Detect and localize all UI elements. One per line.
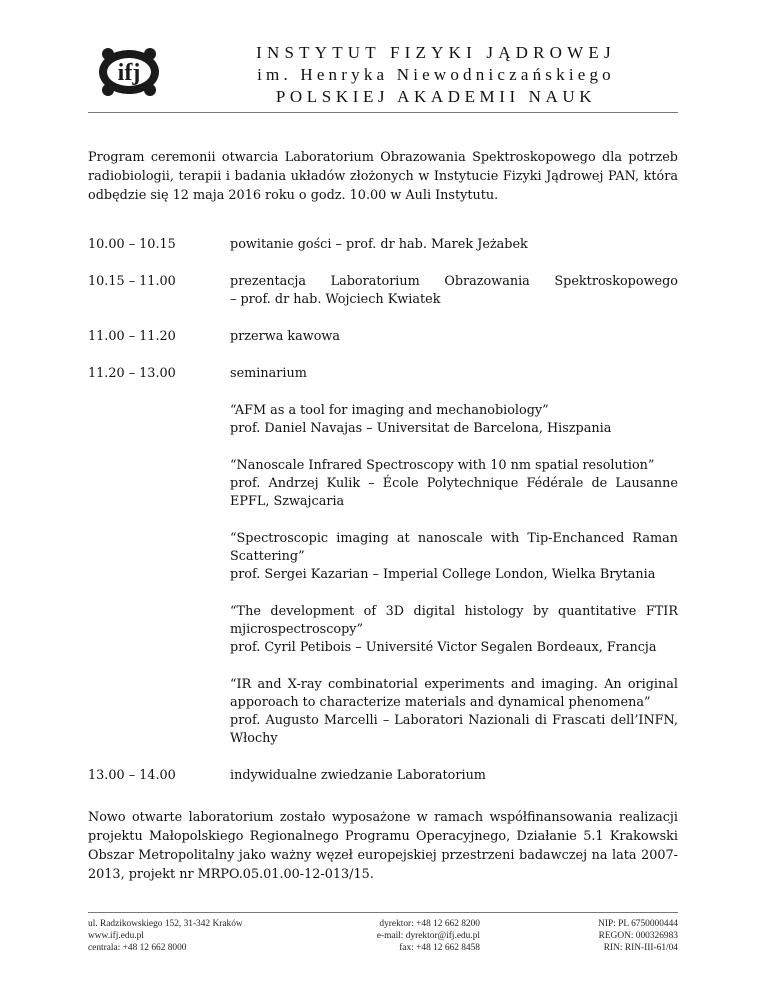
seminar-talk [230,603,678,657]
footer-website[interactable]: www.ifj.edu.pl [88,931,144,941]
footer-address [88,918,308,954]
agenda-desc: przerwa kawowa [230,329,341,344]
seminar-talk [230,457,678,511]
footer-phone: centrala: +48 12 662 8000 [88,943,187,953]
footer-nip: NIP: PL 6750000444 [598,919,678,929]
talk-title: “Nanoscale Infrared Spectroscopy with 10 nm spatial resolution” [230,458,655,473]
agenda-desc: powitanie gości – prof. dr hab. Marek Jeżabek [230,237,528,252]
agenda [88,236,678,785]
footer-address-line: ul. Radzikowskiego 152, 31-342 Kraków [88,919,243,929]
institute-name [176,42,696,108]
talk-speaker: prof. Andrzej Kulik – École Polytechnique Fédérale de Lausanne EPFL, Szwajcaria [230,476,678,509]
footer-fax: fax: +48 12 662 8458 [399,943,480,953]
seminar-talk [230,676,678,748]
agenda-row [88,767,678,785]
intro-paragraph: Program ceremonii otwarcia Laboratorium Obrazowania Spektroskopowego dla potrzeb radiobiologii, terapii i badania układów złożonych w Instytucie Fizyki Jądrowej PAN, która odbędzie się 12 maja 2016 roku o godz. 10.00 w Auli Instytutu. [88,150,678,203]
agenda-time: 11.00 – 11.20 [88,329,176,344]
talk-title: “The development of 3D digital histology by quantitative FTIR mjicrospectroscopy” [230,604,678,637]
footer-registry [530,918,678,954]
agenda-row [88,365,678,383]
talk-speaker: prof. Cyril Petibois – Université Victor Segalen Bordeaux, Francja [230,640,657,655]
ifj-logo-icon [94,40,164,104]
institute-line-2: im. Henryka Niewodniczańskiego [257,65,615,84]
seminar-talk [230,402,678,438]
agenda-row [88,328,678,346]
institute-line-1: INSTYTUT FIZYKI JĄDROWEJ [256,43,616,62]
agenda-row [88,236,678,254]
footer-rin: RIN: RIN-III-61/04 [603,943,678,953]
talk-speaker: prof. Augusto Marcelli – Laboratori Nazionali di Frascati dell’INFN, Włochy [230,713,678,746]
agenda-desc: seminarium [230,366,307,381]
agenda-desc-line: prezentacja Laboratorium Obrazowania Spektroskopowego [230,274,678,289]
institute-line-3: POLSKIEJ AKADEMII NAUK [275,87,597,106]
header-divider [88,112,678,113]
talk-speaker: prof. Daniel Navajas – Universitat de Barcelona, Hiszpania [230,421,612,436]
footer-regon: REGON: 000326983 [598,931,678,941]
agenda-row [88,273,678,309]
footer-divider [88,912,678,913]
talk-title: “AFM as a tool for imaging and mechanobiology” [230,403,549,418]
talk-title: “Spectroscopic imaging at nanoscale with Tip-Enchanced Raman Scattering” [230,531,678,564]
agenda-time: 10.15 – 11.00 [88,274,176,289]
agenda-time: 13.00 – 14.00 [88,768,176,783]
agenda-time: 10.00 – 10.15 [88,237,176,252]
agenda-time: 11.20 – 13.00 [88,366,176,381]
letterhead [88,30,678,114]
seminar-talk [230,530,678,584]
agenda-desc-line: – prof. dr hab. Wojciech Kwiatek [230,292,441,307]
funding-paragraph: Nowo otwarte laboratorium zostało wyposażone w ramach współfinansowania realizacji projektu Małopolskiego Regionalnego Programu Operacyjnego, Działanie 5.1 Krakowski Obszar Metropolitalny jako ważny węzeł europejskiej przestrzeni badawczej na lata 2007-2013, projekt nr MRPO.05.01.00-12-013/15. [88,810,678,882]
agenda-desc [230,273,678,309]
footer-director-phone: dyrektor: +48 12 662 8200 [379,919,480,929]
talk-speaker: prof. Sergei Kazarian – Imperial College London, Wielka Brytania [230,567,656,582]
logo-text: ifj [117,60,141,86]
talk-title: “IR and X-ray combinatorial experiments and imaging. An original apporoach to characterize materials and dynamical phenomena” [230,677,678,710]
footer-email[interactable]: e-mail: dyrektor@ifj.edu.pl [376,931,480,941]
agenda-desc: indywidualne zwiedzanie Laboratorium [230,768,486,783]
footer-contact [290,918,480,954]
